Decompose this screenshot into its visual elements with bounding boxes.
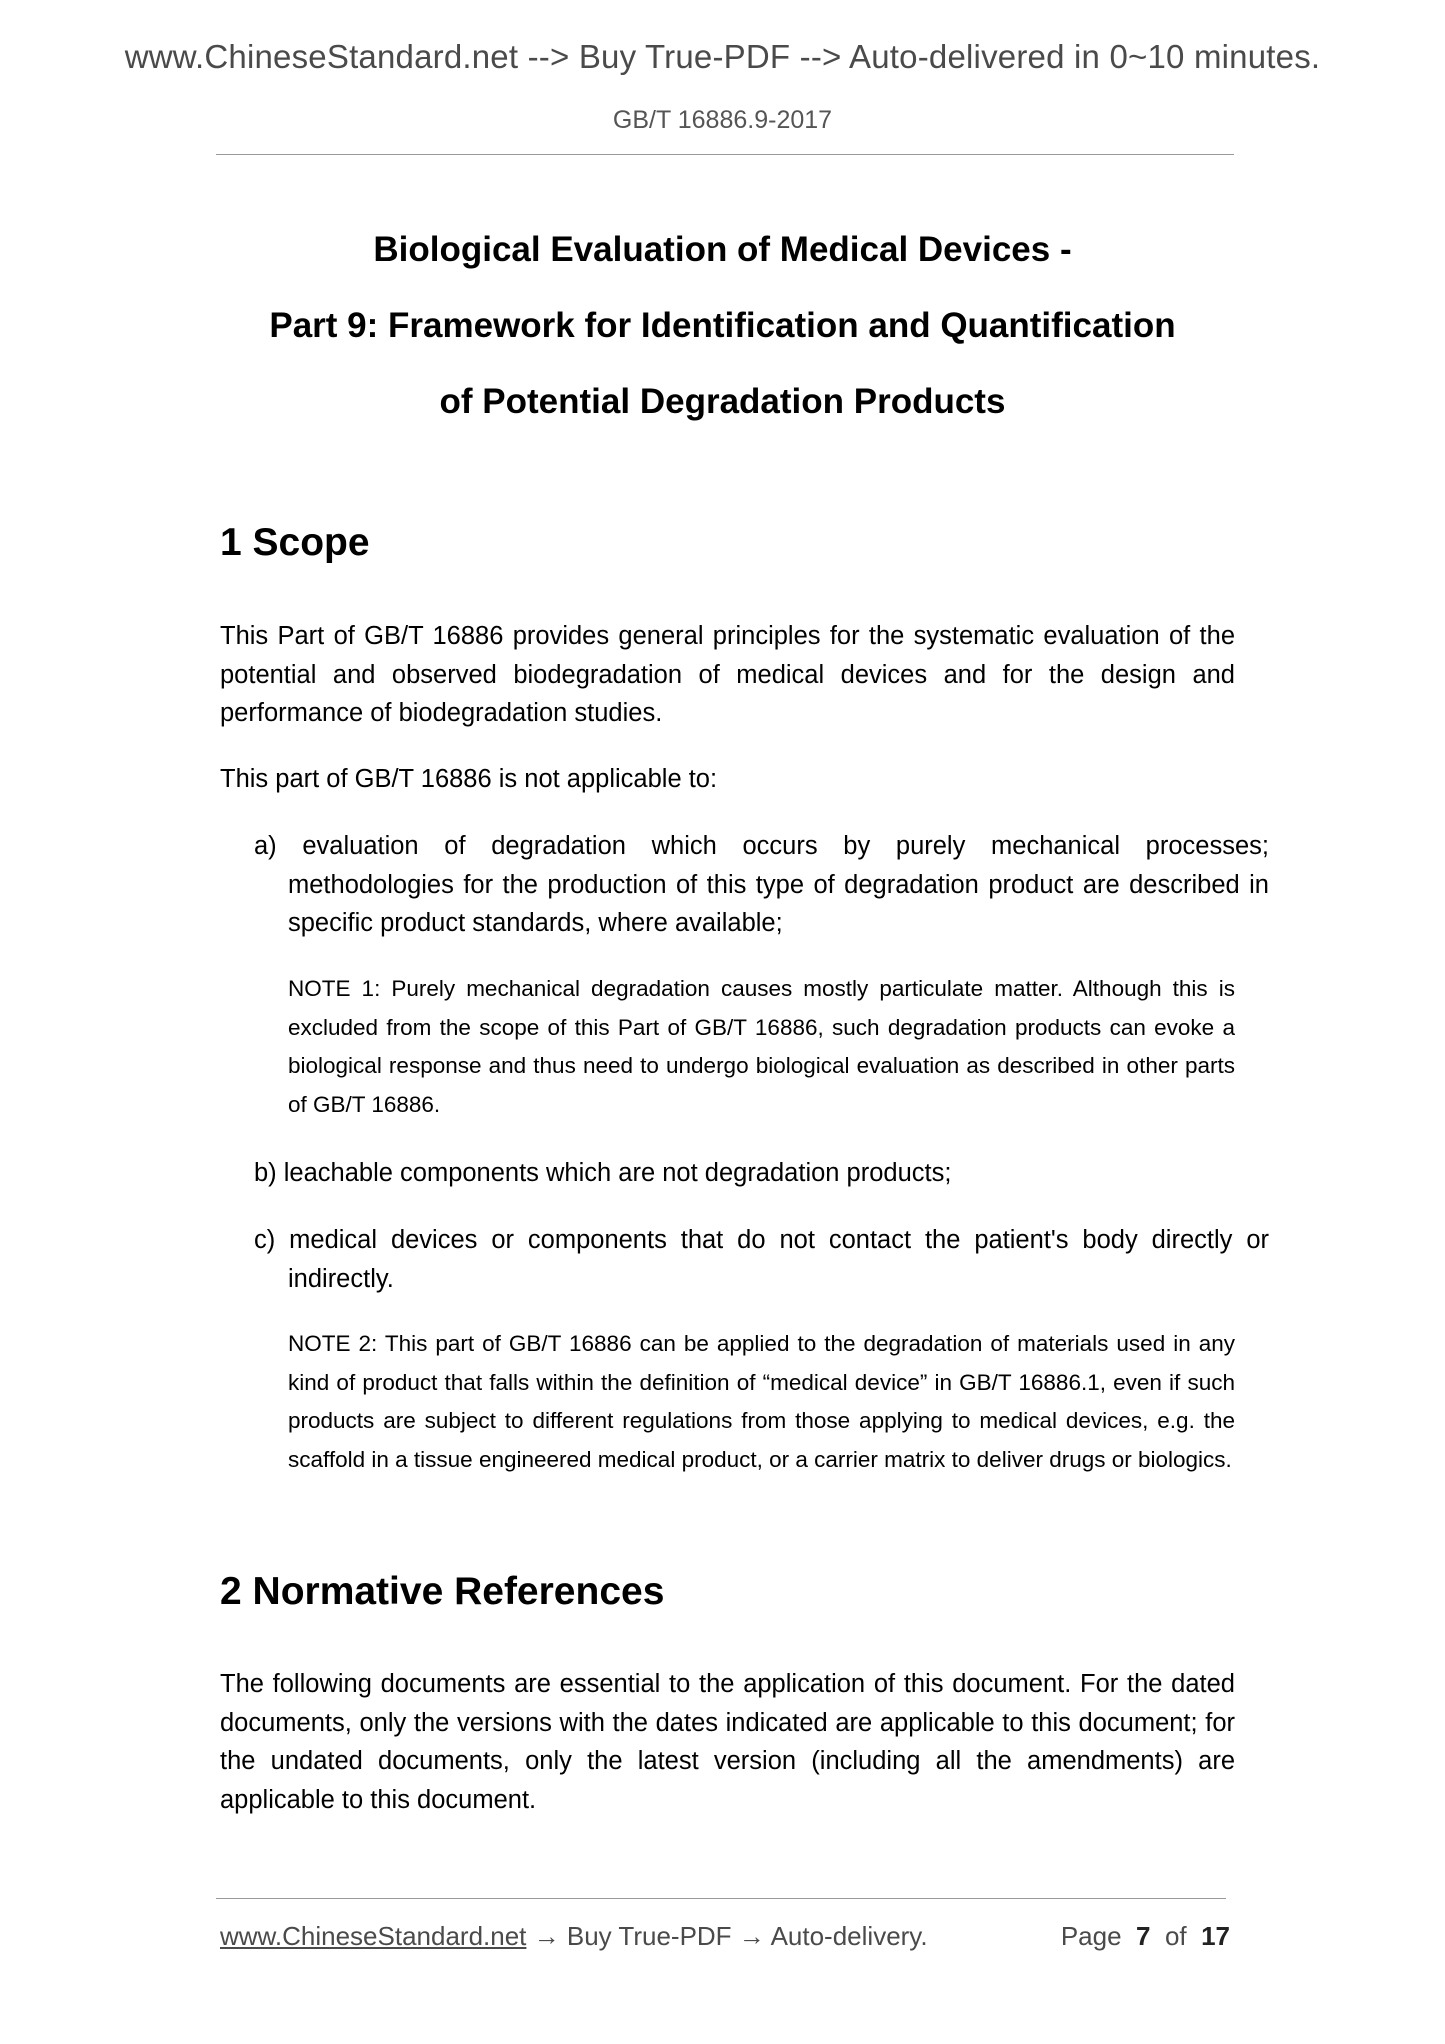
scope-paragraph-2: This part of GB/T 16886 is not applicable to: <box>220 765 718 793</box>
of-label: of <box>1164 1921 1187 1951</box>
header-divider <box>216 154 1234 155</box>
scope-item-b: b) leachable components which are not degradation products; <box>254 1159 952 1187</box>
scope-item-a: a) evaluation of degradation which occurs by purely mechanical processes; methodologies for the production of this type of degradation product are described in specific product standards, where available; <box>254 832 1269 937</box>
footer-promo <box>220 1921 928 1952</box>
note-2: NOTE 2: This part of GB/T 16886 can be applied to the degradation of materials used in any kind of product that falls within the definition of “medical device” in GB/T 16886.1, even if such products are subject to different regulations from those applying to medical devices, e.g. the scaffold in a tissue engineered medical product, or a carrier matrix to deliver drugs or biologics. <box>288 1331 1235 1472</box>
title-line-3: of Potential Degradation Products <box>439 382 1006 421</box>
section-1-heading: 1 Scope <box>220 521 370 564</box>
footer-website-link[interactable]: www.ChineseStandard.net <box>220 1921 527 1951</box>
page-indicator <box>1061 1921 1230 1952</box>
total-pages: 17 <box>1201 1921 1230 1951</box>
document-title <box>0 212 1445 440</box>
title-line-2: Part 9: Framework for Identification and Quantification <box>269 306 1176 345</box>
references-paragraph: The following documents are essential to the application of this document. For the dated documents, only the versions with the dates indicated are applicable to this document; for the undated documents, only the latest version (including all the amendments) are applicable to this document. <box>220 1670 1235 1814</box>
footer-divider <box>216 1898 1226 1899</box>
note-1: NOTE 1: Purely mechanical degradation causes mostly particulate matter. Although this is excluded from the scope of this Part of GB/T 16886, such degradation products can evoke a biological response and thus need to undergo biological evaluation as described in other parts of GB/T 16886. <box>288 976 1235 1117</box>
page-label: Page <box>1060 1921 1122 1951</box>
title-line-1: Biological Evaluation of Medical Devices - <box>373 230 1072 269</box>
footer-promo-text: → Buy True-PDF → Auto-delivery. <box>526 1921 928 1951</box>
current-page-number: 7 <box>1136 1921 1151 1951</box>
scope-paragraph-1: This Part of GB/T 16886 provides general principles for the systematic evaluation of the potential and observed biodegradation of medical devices and for the design and performance of biodegradation studies. <box>220 622 1235 727</box>
header-banner: www.ChineseStandard.net --> Buy True-PDF --> Auto-delivered in 0~10 minutes. <box>124 38 1321 75</box>
scope-item-c: c) medical devices or components that do not contact the patient's body directly or indirectly. <box>254 1226 1269 1293</box>
footer <box>220 1921 1230 1955</box>
document-number: GB/T 16886.9-2017 <box>612 106 833 134</box>
section-2-heading: 2 Normative References <box>220 1570 665 1613</box>
